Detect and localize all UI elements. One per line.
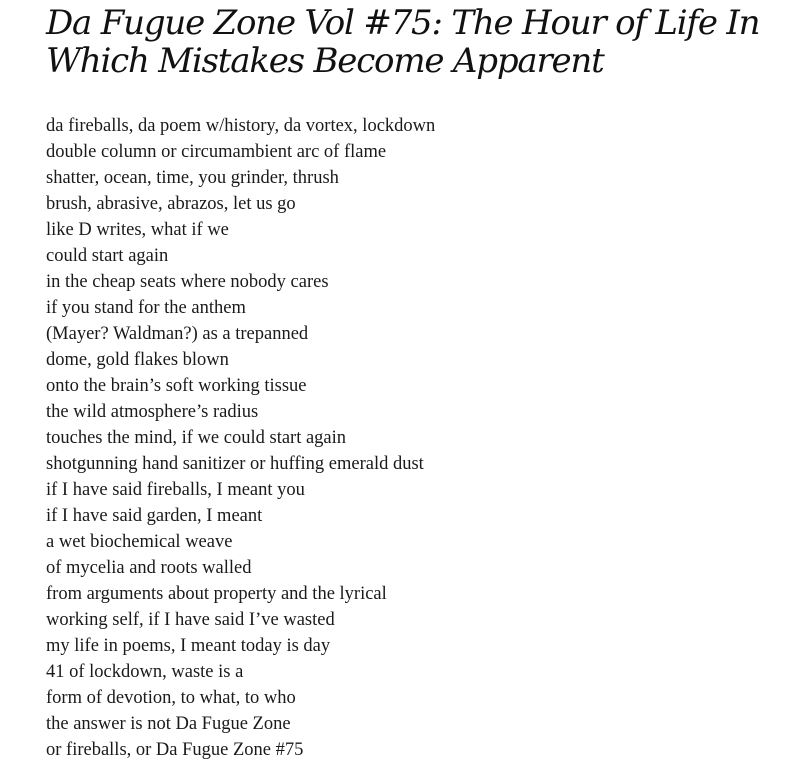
post-title-line: Da Fugue Zone Vol #75: The Hour of Life In [46, 3, 760, 43]
poem-line: from arguments about property and the lyrical [46, 584, 387, 604]
poem-line: brush, abrasive, abrazos, let us go [46, 194, 296, 214]
poem-line: working self, if I have said I’ve wasted [46, 610, 335, 630]
poem-line: the wild atmosphere’s radius [46, 402, 259, 422]
poem-line: dome, gold flakes blown [46, 350, 229, 370]
poem-line: if I have said garden, I meant [46, 506, 263, 526]
post-title [46, 4, 786, 80]
poem-line: a wet biochemical weave [46, 532, 233, 552]
post-container [46, 4, 796, 763]
poem-line: could start again [46, 246, 169, 266]
poem-line: shatter, ocean, time, you grinder, thrush [46, 168, 339, 188]
poem-line: of mycelia and roots walled [46, 558, 252, 578]
post-title-line: Which Mistakes Become Apparent [46, 41, 604, 81]
poem-line: 41 of lockdown, waste is a [46, 662, 244, 682]
poem-line: or fireballs, or Da Fugue Zone #75 [46, 740, 304, 760]
poem-line: da fireballs, da poem w/history, da vortex, lockdown [46, 116, 436, 136]
poem-line: double column or circumambient arc of flame [46, 142, 387, 162]
poem-line: like D writes, what if we [46, 220, 229, 240]
poem-line: form of devotion, to what, to who [46, 688, 296, 708]
poem-line: my life in poems, I meant today is day [46, 636, 331, 656]
poem-body [46, 113, 796, 763]
poem-line: if I have said fireballs, I meant you [46, 480, 305, 500]
poem-line: touches the mind, if we could start again [46, 428, 347, 448]
poem-line: (Mayer? Waldman?) as a trepanned [46, 324, 309, 344]
poem-line: the answer is not Da Fugue Zone [46, 714, 291, 734]
poem-line: onto the brain’s soft working tissue [46, 376, 307, 396]
poem-line: in the cheap seats where nobody cares [46, 272, 329, 292]
poem-line: if you stand for the anthem [46, 298, 246, 318]
poem-line: shotgunning hand sanitizer or huffing emerald dust [46, 454, 424, 474]
